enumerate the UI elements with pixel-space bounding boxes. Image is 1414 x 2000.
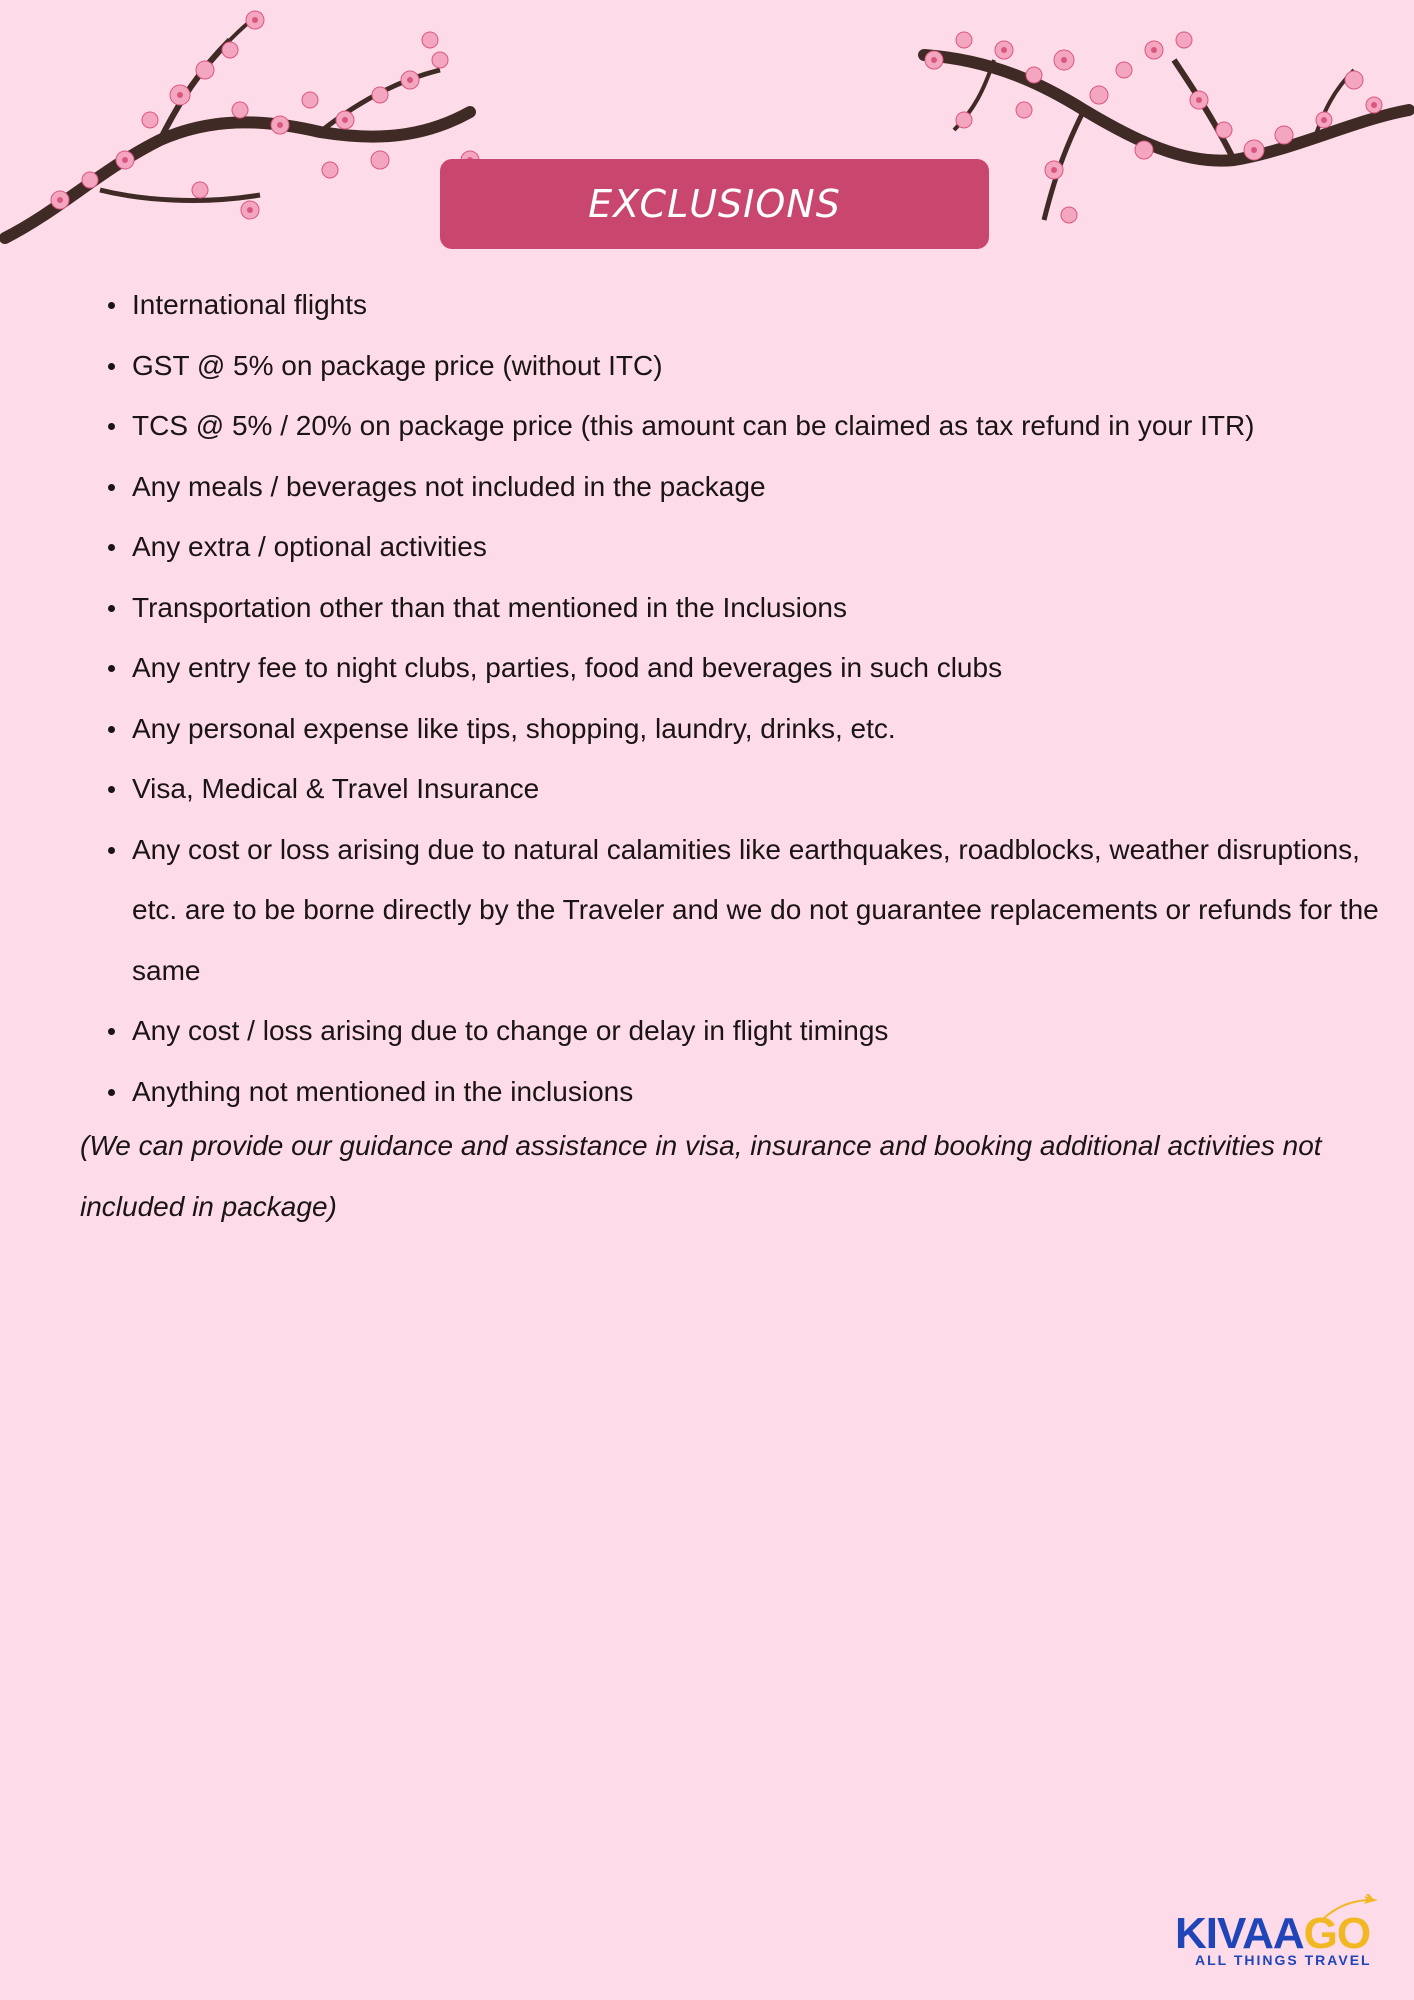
logo-wordmark <box>1175 1909 1371 1958</box>
page-title: EXCLUSIONS <box>588 182 841 226</box>
list-item: GST @ 5% on package price (without ITC) <box>132 336 1402 397</box>
logo-name-gold: GO <box>1303 1909 1371 1958</box>
title-banner <box>440 159 989 249</box>
kivaago-logo <box>1175 1890 1395 1970</box>
logo-name-blue: KIVAA <box>1175 1909 1304 1958</box>
list-item: TCS @ 5% / 20% on package price (this amount can be claimed as tax refund in your ITR) <box>132 396 1402 457</box>
list-item: Any meals / beverages not included in the package <box>132 457 1402 518</box>
assistance-note: (We can provide our guidance and assistance in visa, insurance and booking additional activities not included in package) <box>80 1130 1322 1222</box>
list-item: Transportation other than that mentioned in the Inclusions <box>132 578 1402 639</box>
list-item: Anything not mentioned in the inclusions <box>132 1062 1402 1123</box>
logo-tagline: ALL THINGS TRAVEL <box>1195 1952 1372 1968</box>
list-item: Any entry fee to night clubs, parties, food and beverages in such clubs <box>132 638 1402 699</box>
list-item: Any personal expense like tips, shopping, laundry, drinks, etc. <box>132 699 1402 760</box>
list-item: Any extra / optional activities <box>132 517 1402 578</box>
list-item: Any cost or loss arising due to natural calamities like earthquakes, roadblocks, weather disruptions, etc. are to be borne directly by the Traveler and we do not guarantee replacements or refunds for the same <box>132 820 1402 1002</box>
list-item: Any cost / loss arising due to change or delay in flight timings <box>132 1001 1402 1062</box>
list-item: International flights <box>132 275 1402 336</box>
exclusions-list <box>80 275 1402 1122</box>
list-item: Visa, Medical & Travel Insurance <box>132 759 1402 820</box>
